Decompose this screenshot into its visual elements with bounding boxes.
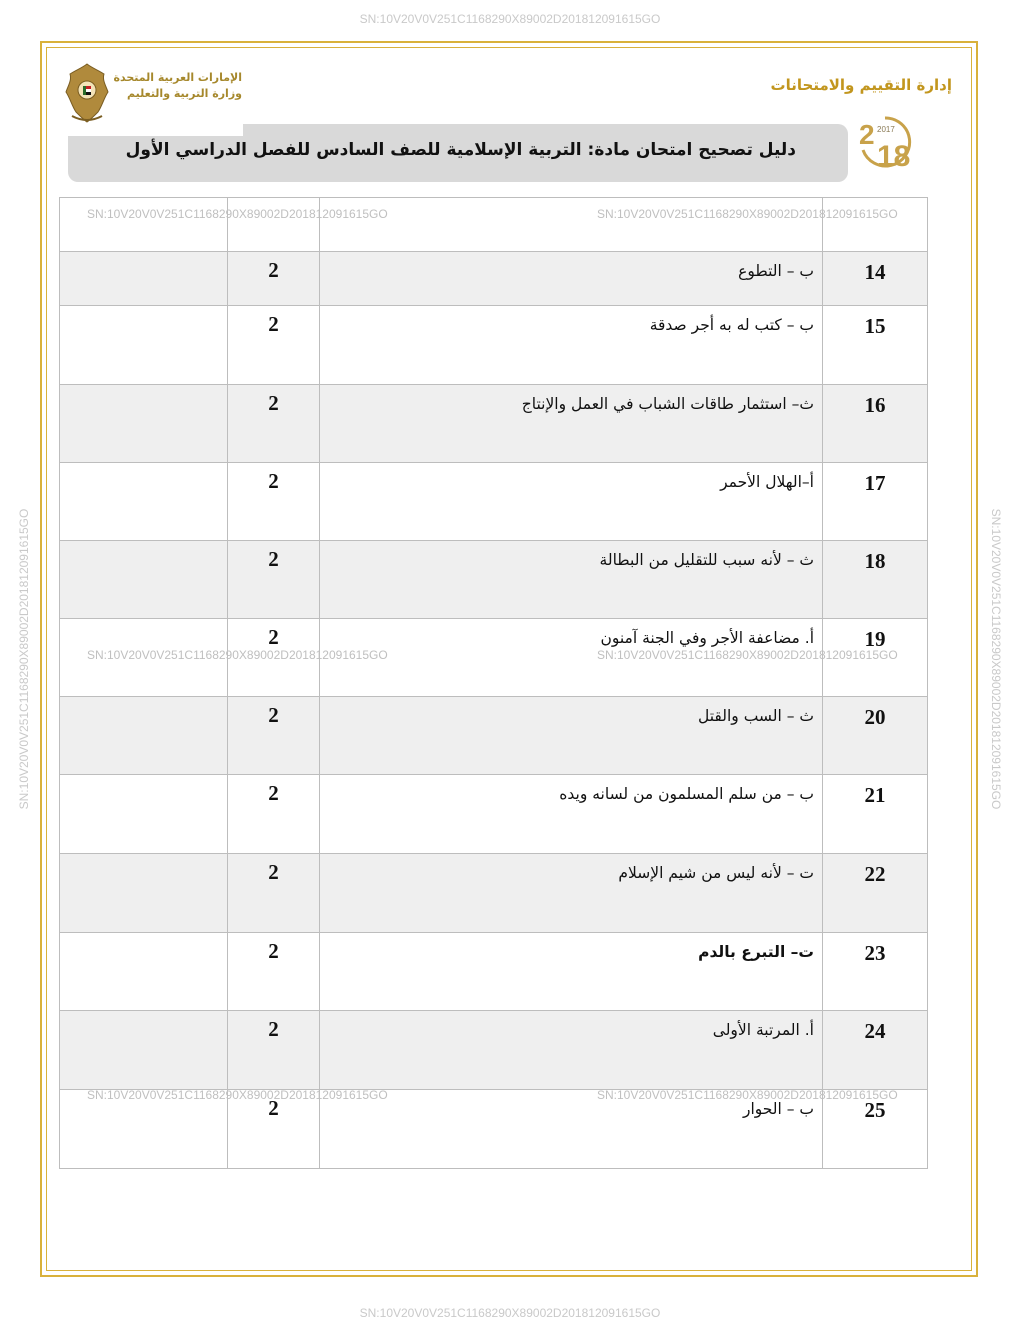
answer-cell: ب – الحوار bbox=[320, 1090, 823, 1169]
empty-cell bbox=[60, 854, 228, 933]
answer-cell: ت – لأنه ليس من شيم الإسلام bbox=[320, 854, 823, 933]
empty-cell bbox=[60, 252, 228, 306]
answer-cell: ث– استثمار طاقات الشباب في العمل والإنتاج bbox=[320, 385, 823, 463]
empty-cell bbox=[60, 775, 228, 854]
department-name: إدارة التقييم والامتحانات bbox=[770, 76, 952, 94]
watermark-bottom: SN:10V20V0V251C1168290X89002D201812091615GO bbox=[359, 1306, 661, 1320]
mark-cell: 2 bbox=[228, 775, 320, 854]
mark-cell: 2 bbox=[228, 541, 320, 619]
answer-cell: ب – كتب له به أجر صدقة bbox=[320, 306, 823, 385]
year-2018-logo-icon bbox=[855, 112, 915, 172]
empty-cell bbox=[60, 1011, 228, 1090]
mark-cell: 2 bbox=[228, 385, 320, 463]
table-row bbox=[60, 933, 928, 1011]
empty-cell bbox=[60, 541, 228, 619]
question-number-cell: 25 bbox=[823, 1090, 928, 1169]
watermark-right: SN:10V20V0V251C1168290X89002D201812091615GO bbox=[989, 508, 1003, 810]
mark-cell: 2 bbox=[228, 619, 320, 697]
watermark-table: SN:10V20V0V251C1168290X89002D201812091615GO bbox=[597, 207, 898, 221]
ministry-name bbox=[112, 70, 242, 102]
mark-cell: 2 bbox=[228, 1011, 320, 1090]
ministry-line2: وزارة التربية والتعليم bbox=[127, 87, 242, 100]
table-row bbox=[60, 463, 928, 541]
mark-cell: 2 bbox=[228, 854, 320, 933]
watermark-table: SN:10V20V0V251C1168290X89002D201812091615GO bbox=[597, 1088, 898, 1102]
table-row bbox=[60, 385, 928, 463]
mark-cell: 2 bbox=[228, 306, 320, 385]
answer-cell: ت– التبرع بالدم bbox=[320, 933, 823, 1011]
table-row bbox=[60, 854, 928, 933]
table-header-row bbox=[60, 198, 928, 252]
answer-cell: ث – لأنه سبب للتقليل من البطالة bbox=[320, 541, 823, 619]
mark-cell: 2 bbox=[228, 933, 320, 1011]
table-cell bbox=[823, 198, 928, 252]
title-bar-tab bbox=[68, 124, 243, 136]
page-title: دليل تصحيح امتحان مادة: التربية الإسلامية للصف السادس للفصل الدراسي الأول bbox=[125, 140, 796, 160]
answer-cell: أ–الهلال الأحمر bbox=[320, 463, 823, 541]
table-row bbox=[60, 252, 928, 306]
question-number-cell: 23 bbox=[823, 933, 928, 1011]
question-number-cell: 18 bbox=[823, 541, 928, 619]
mark-cell: 2 bbox=[228, 252, 320, 306]
table-row bbox=[60, 306, 928, 385]
question-number-cell: 16 bbox=[823, 385, 928, 463]
table-row bbox=[60, 697, 928, 775]
answer-key-table bbox=[59, 197, 928, 1169]
question-number-cell: 22 bbox=[823, 854, 928, 933]
watermark-table: SN:10V20V0V251C1168290X89002D201812091615GO bbox=[87, 648, 388, 662]
answer-cell: ب – التطوع bbox=[320, 252, 823, 306]
empty-cell bbox=[60, 306, 228, 385]
question-number-cell: 17 bbox=[823, 463, 928, 541]
answer-cell: أ. مضاعفة الأجر وفي الجنة آمنون bbox=[320, 619, 823, 697]
table-cell bbox=[320, 198, 823, 252]
table-cell bbox=[60, 198, 228, 252]
watermark-top: SN:10V20V0V251C1168290X89002D201812091615GO bbox=[359, 12, 661, 26]
watermark-left: SN:10V20V0V251C1168290X89002D201812091615GO bbox=[17, 508, 31, 810]
question-number-cell: 20 bbox=[823, 697, 928, 775]
answer-key-body bbox=[60, 198, 928, 1169]
table-row bbox=[60, 1011, 928, 1090]
empty-cell bbox=[60, 385, 228, 463]
question-number-cell: 14 bbox=[823, 252, 928, 306]
mark-cell: 2 bbox=[228, 697, 320, 775]
answer-cell: أ. المرتبة الأولى bbox=[320, 1011, 823, 1090]
table-cell bbox=[228, 198, 320, 252]
watermark-table: SN:10V20V0V251C1168290X89002D201812091615GO bbox=[87, 1088, 388, 1102]
question-number-cell: 15 bbox=[823, 306, 928, 385]
empty-cell bbox=[60, 697, 228, 775]
mark-cell: 2 bbox=[228, 1090, 320, 1169]
uae-emblem-icon bbox=[62, 60, 112, 124]
table-row bbox=[60, 541, 928, 619]
ministry-line1: الإمارات العربية المتحدة bbox=[113, 71, 242, 84]
answer-cell: ب – من سلم المسلمون من لسانه ويده bbox=[320, 775, 823, 854]
logo-digit-left: 2 bbox=[859, 119, 875, 150]
table-row bbox=[60, 775, 928, 854]
question-number-cell: 21 bbox=[823, 775, 928, 854]
watermark-table: SN:10V20V0V251C1168290X89002D201812091615GO bbox=[87, 207, 388, 221]
empty-cell bbox=[60, 463, 228, 541]
watermark-table: SN:10V20V0V251C1168290X89002D201812091615GO bbox=[597, 648, 898, 662]
answer-cell: ث – السب والقتل bbox=[320, 697, 823, 775]
empty-cell bbox=[60, 933, 228, 1011]
logo-digit-right: 18 bbox=[877, 140, 911, 172]
question-number-cell: 19 bbox=[823, 619, 928, 697]
logo-year-small: 2017 bbox=[877, 125, 895, 134]
question-number-cell: 24 bbox=[823, 1011, 928, 1090]
mark-cell: 2 bbox=[228, 463, 320, 541]
